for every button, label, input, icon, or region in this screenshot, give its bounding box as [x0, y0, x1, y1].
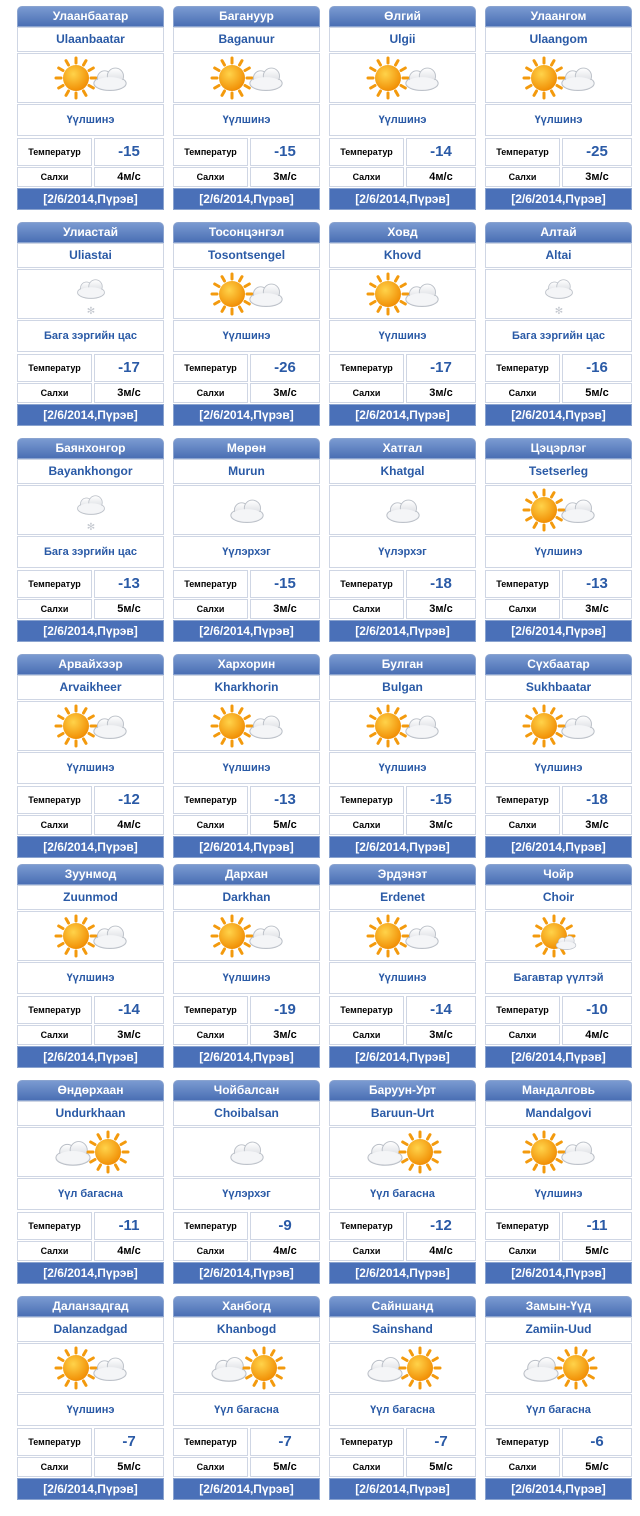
temperature-value: -15 [250, 138, 320, 166]
temperature-label: Температур [17, 996, 92, 1024]
city-name-mn: Улаангом [485, 6, 632, 27]
temperature-value: -9 [250, 1212, 320, 1240]
city-name-mn: Баруун-Урт [329, 1080, 476, 1101]
weather-condition: Үүлшинэ [173, 320, 320, 352]
wind-label: Салхи [17, 1025, 92, 1045]
wind-label: Салхи [173, 1241, 248, 1261]
forecast-date: [2/6/2014,Пүрэв] [173, 1262, 320, 1284]
temperature-value: -17 [94, 354, 164, 382]
weather-condition: Үүлэрхэг [329, 536, 476, 568]
forecast-date: [2/6/2014,Пүрэв] [329, 188, 476, 210]
temperature-label: Температур [485, 354, 560, 382]
temperature-label: Температур [329, 354, 404, 382]
sun-cloud-icon [173, 911, 320, 961]
forecast-date: [2/6/2014,Пүрэв] [17, 1046, 164, 1068]
wind-value: 3м/с [406, 599, 476, 619]
wind-value: 4м/с [406, 167, 476, 187]
wind-label: Салхи [173, 1025, 248, 1045]
sun-cloud-icon [17, 911, 164, 961]
wind-value: 3м/с [250, 599, 320, 619]
city-name-mn: Мандалговь [485, 1080, 632, 1101]
weather-condition: Багавтар үүлтэй [485, 962, 632, 994]
temperature-value: -15 [406, 786, 476, 814]
forecast-date: [2/6/2014,Пүрэв] [329, 836, 476, 858]
temperature-value: -14 [406, 138, 476, 166]
city-name-mn: Замын-Үүд [485, 1296, 632, 1317]
temperature-label: Температур [17, 1212, 92, 1240]
forecast-date: [2/6/2014,Пүрэв] [485, 1262, 632, 1284]
cloud-sun-icon [485, 1343, 632, 1393]
city-name-en: Sainshand [329, 1317, 476, 1342]
forecast-date: [2/6/2014,Пүрэв] [17, 836, 164, 858]
wind-value: 3м/с [406, 383, 476, 403]
wind-value: 4м/с [94, 815, 164, 835]
sun-cloud-icon [485, 485, 632, 535]
forecast-date: [2/6/2014,Пүрэв] [17, 1262, 164, 1284]
svg-text:✻: ✻ [86, 306, 96, 317]
city-name-en: Choibalsan [173, 1101, 320, 1126]
city-name-mn: Эрдэнэт [329, 864, 476, 885]
wind-label: Салхи [485, 1025, 560, 1045]
wind-label: Салхи [329, 167, 404, 187]
city-name-mn: Зуунмод [17, 864, 164, 885]
temperature-label: Температур [485, 786, 560, 814]
temperature-label: Температур [485, 1428, 560, 1456]
temperature-label: Температур [329, 996, 404, 1024]
temperature-label: Температур [17, 354, 92, 382]
forecast-date: [2/6/2014,Пүрэв] [329, 1478, 476, 1500]
city-name-en: Sukhbaatar [485, 675, 632, 700]
temperature-label: Температур [485, 1212, 560, 1240]
wind-label: Салхи [329, 1457, 404, 1477]
cloud-sun-icon [329, 1127, 476, 1177]
wind-label: Салхи [173, 599, 248, 619]
city-name-en: Choir [485, 885, 632, 910]
temperature-label: Температур [17, 138, 92, 166]
temperature-label: Температур [17, 1428, 92, 1456]
temperature-label: Температур [173, 570, 248, 598]
temperature-value: -13 [250, 786, 320, 814]
weather-condition: Үүл багасна [329, 1178, 476, 1210]
temperature-label: Температур [329, 1212, 404, 1240]
weather-condition: Үүл багасна [329, 1394, 476, 1426]
wind-value: 4м/с [406, 1241, 476, 1261]
forecast-date: [2/6/2014,Пүрэв] [485, 1478, 632, 1500]
weather-condition: Үүлэрхэг [173, 536, 320, 568]
wind-label: Салхи [17, 1241, 92, 1261]
temperature-value: -18 [406, 570, 476, 598]
city-name-en: Erdenet [329, 885, 476, 910]
wind-value: 4м/с [562, 1025, 632, 1045]
temperature-value: -17 [406, 354, 476, 382]
wind-label: Салхи [485, 599, 560, 619]
city-name-en: Undurkhaan [17, 1101, 164, 1126]
cloud-icon [173, 485, 320, 535]
city-name-mn: Багануур [173, 6, 320, 27]
sun-cloud-icon [173, 701, 320, 751]
weather-condition: Үүлшинэ [173, 752, 320, 784]
sun-cloud-icon [485, 53, 632, 103]
city-name-mn: Чойбалсан [173, 1080, 320, 1101]
temperature-label: Температур [173, 996, 248, 1024]
weather-condition: Үүлшинэ [17, 962, 164, 994]
wind-label: Салхи [485, 1457, 560, 1477]
wind-label: Салхи [485, 383, 560, 403]
weather-condition: Бага зэргийн цас [485, 320, 632, 352]
forecast-date: [2/6/2014,Пүрэв] [17, 1478, 164, 1500]
city-name-en: Tosontsengel [173, 243, 320, 268]
weather-condition: Үүлшинэ [485, 536, 632, 568]
forecast-date: [2/6/2014,Пүрэв] [485, 620, 632, 642]
temperature-label: Температур [329, 138, 404, 166]
weather-condition: Үүлшинэ [329, 320, 476, 352]
wind-value: 5м/с [406, 1457, 476, 1477]
weather-condition: Үүлшинэ [173, 962, 320, 994]
wind-label: Салхи [173, 167, 248, 187]
city-name-en: Dalanzadgad [17, 1317, 164, 1342]
wind-value: 5м/с [562, 1457, 632, 1477]
cloud-sun-icon [17, 1127, 164, 1177]
wind-value: 3м/с [250, 167, 320, 187]
weather-condition: Бага зэргийн цас [17, 536, 164, 568]
wind-label: Салхи [329, 1241, 404, 1261]
wind-value: 5м/с [250, 1457, 320, 1477]
city-name-en: Ulgii [329, 27, 476, 52]
temperature-value: -12 [406, 1212, 476, 1240]
weather-condition: Үүлшинэ [173, 104, 320, 136]
city-name-en: Bayankhongor [17, 459, 164, 484]
weather-condition: Үүлшинэ [485, 104, 632, 136]
wind-value: 4м/с [94, 1241, 164, 1261]
forecast-date: [2/6/2014,Пүрэв] [17, 404, 164, 426]
forecast-date: [2/6/2014,Пүрэв] [173, 1046, 320, 1068]
temperature-label: Температур [329, 1428, 404, 1456]
city-name-en: Khanbogd [173, 1317, 320, 1342]
city-name-mn: Баянхонгор [17, 438, 164, 459]
sun-cloud-icon [329, 701, 476, 751]
temperature-value: -15 [94, 138, 164, 166]
temperature-label: Температур [17, 570, 92, 598]
temperature-label: Температур [329, 786, 404, 814]
weather-condition: Үүлшинэ [17, 104, 164, 136]
city-name-mn: Улиастай [17, 222, 164, 243]
city-name-mn: Сүхбаатар [485, 654, 632, 675]
forecast-date: [2/6/2014,Пүрэв] [173, 1478, 320, 1500]
temperature-value: -10 [562, 996, 632, 1024]
forecast-date: [2/6/2014,Пүрэв] [17, 188, 164, 210]
forecast-date: [2/6/2014,Пүрэв] [485, 836, 632, 858]
wind-label: Салхи [329, 599, 404, 619]
wind-value: 4м/с [250, 1241, 320, 1261]
city-name-en: Baruun-Urt [329, 1101, 476, 1126]
temperature-value: -18 [562, 786, 632, 814]
wind-value: 3м/с [406, 1025, 476, 1045]
city-name-en: Khatgal [329, 459, 476, 484]
wind-value: 3м/с [562, 167, 632, 187]
wind-label: Салхи [485, 167, 560, 187]
city-name-en: Kharkhorin [173, 675, 320, 700]
city-name-en: Darkhan [173, 885, 320, 910]
cloud-sun-icon [329, 1343, 476, 1393]
city-name-en: Mandalgovi [485, 1101, 632, 1126]
temperature-label: Температур [485, 996, 560, 1024]
weather-condition: Үүлшинэ [17, 1394, 164, 1426]
city-name-en: Altai [485, 243, 632, 268]
weather-condition: Үүлшинэ [485, 752, 632, 784]
wind-value: 3м/с [250, 1025, 320, 1045]
forecast-date: [2/6/2014,Пүрэв] [485, 188, 632, 210]
forecast-date: [2/6/2014,Пүрэв] [329, 1046, 476, 1068]
temperature-label: Температур [173, 786, 248, 814]
weather-condition: Үүл багасна [173, 1394, 320, 1426]
weather-condition: Үүлэрхэг [173, 1178, 320, 1210]
wind-label: Салхи [17, 383, 92, 403]
sun-cloud-icon [173, 53, 320, 103]
cloud-icon [173, 1127, 320, 1177]
wind-label: Салхи [329, 383, 404, 403]
temperature-value: -13 [94, 570, 164, 598]
wind-label: Салхи [173, 383, 248, 403]
forecast-date: [2/6/2014,Пүрэв] [329, 404, 476, 426]
city-name-mn: Даланзадгад [17, 1296, 164, 1317]
cloud-sun-icon [173, 1343, 320, 1393]
temperature-label: Температур [173, 354, 248, 382]
snow-cloud-icon [17, 485, 164, 535]
temperature-value: -14 [94, 996, 164, 1024]
wind-value: 3м/с [562, 599, 632, 619]
sun-cloud-icon [485, 1127, 632, 1177]
wind-label: Салхи [329, 815, 404, 835]
temperature-label: Температур [173, 1428, 248, 1456]
wind-value: 3м/с [94, 383, 164, 403]
wind-label: Салхи [17, 1457, 92, 1477]
wind-value: 5м/с [562, 383, 632, 403]
temperature-label: Температур [17, 786, 92, 814]
temperature-value: -7 [250, 1428, 320, 1456]
temperature-value: -7 [406, 1428, 476, 1456]
wind-label: Салхи [485, 1241, 560, 1261]
city-name-en: Murun [173, 459, 320, 484]
city-name-mn: Булган [329, 654, 476, 675]
city-name-mn: Ханбогд [173, 1296, 320, 1317]
city-name-mn: Мөрөн [173, 438, 320, 459]
city-name-en: Bulgan [329, 675, 476, 700]
forecast-date: [2/6/2014,Пүрэв] [329, 620, 476, 642]
temperature-value: -12 [94, 786, 164, 814]
forecast-date: [2/6/2014,Пүрэв] [329, 1262, 476, 1284]
wind-label: Салхи [173, 1457, 248, 1477]
temperature-value: -26 [250, 354, 320, 382]
forecast-date: [2/6/2014,Пүрэв] [173, 404, 320, 426]
city-name-en: Ulaanbaatar [17, 27, 164, 52]
weather-condition: Бага зэргийн цас [17, 320, 164, 352]
sun-cloud-icon [17, 53, 164, 103]
city-name-mn: Дархан [173, 864, 320, 885]
forecast-date: [2/6/2014,Пүрэв] [485, 1046, 632, 1068]
city-name-mn: Улаанбаатар [17, 6, 164, 27]
temperature-label: Температур [173, 138, 248, 166]
temperature-label: Температур [329, 570, 404, 598]
city-name-mn: Хархорин [173, 654, 320, 675]
wind-value: 5м/с [250, 815, 320, 835]
wind-value: 3м/с [94, 1025, 164, 1045]
city-name-en: Ulaangom [485, 27, 632, 52]
wind-label: Салхи [173, 815, 248, 835]
snow-cloud-icon [17, 269, 164, 319]
sun-cloud-icon [485, 701, 632, 751]
wind-value: 5м/с [94, 1457, 164, 1477]
city-name-mn: Хатгал [329, 438, 476, 459]
temperature-value: -14 [406, 996, 476, 1024]
temperature-value: -6 [562, 1428, 632, 1456]
temperature-value: -15 [250, 570, 320, 598]
temperature-value: -13 [562, 570, 632, 598]
wind-value: 4м/с [94, 167, 164, 187]
sun-cloud-icon [173, 269, 320, 319]
wind-value: 3м/с [406, 815, 476, 835]
forecast-date: [2/6/2014,Пүрэв] [173, 620, 320, 642]
weather-condition: Үүлшинэ [329, 104, 476, 136]
temperature-value: -11 [562, 1212, 632, 1240]
city-name-en: Zuunmod [17, 885, 164, 910]
city-name-en: Uliastai [17, 243, 164, 268]
wind-value: 3м/с [250, 383, 320, 403]
temperature-value: -11 [94, 1212, 164, 1240]
temperature-label: Температур [173, 1212, 248, 1240]
weather-condition: Үүл багасна [17, 1178, 164, 1210]
city-name-mn: Алтай [485, 222, 632, 243]
city-name-mn: Тосонцэнгэл [173, 222, 320, 243]
weather-condition: Үүлшинэ [17, 752, 164, 784]
weather-condition: Үүлшинэ [329, 752, 476, 784]
city-name-en: Khovd [329, 243, 476, 268]
cloud-icon [329, 485, 476, 535]
sun-cloud-icon [329, 269, 476, 319]
city-name-en: Baganuur [173, 27, 320, 52]
weather-condition: Үүлшинэ [329, 962, 476, 994]
temperature-value: -7 [94, 1428, 164, 1456]
city-name-mn: Арвайхээр [17, 654, 164, 675]
forecast-date: [2/6/2014,Пүрэв] [173, 188, 320, 210]
svg-text:✻: ✻ [86, 522, 96, 533]
wind-label: Салхи [17, 599, 92, 619]
wind-label: Салхи [329, 1025, 404, 1045]
city-name-mn: Ховд [329, 222, 476, 243]
forecast-date: [2/6/2014,Пүрэв] [17, 620, 164, 642]
city-name-en: Zamiin-Uud [485, 1317, 632, 1342]
city-name-en: Arvaikheer [17, 675, 164, 700]
city-name-mn: Өндөрхаан [17, 1080, 164, 1101]
wind-label: Салхи [17, 167, 92, 187]
temperature-value: -25 [562, 138, 632, 166]
temperature-value: -16 [562, 354, 632, 382]
city-name-mn: Цэцэрлэг [485, 438, 632, 459]
weather-condition: Үүл багасна [485, 1394, 632, 1426]
wind-label: Салхи [485, 815, 560, 835]
sun-cloud-icon [329, 911, 476, 961]
svg-text:✻: ✻ [554, 306, 564, 317]
city-name-en: Tsetserleg [485, 459, 632, 484]
snow-cloud-icon [485, 269, 632, 319]
wind-value: 5м/с [562, 1241, 632, 1261]
temperature-label: Температур [485, 570, 560, 598]
partly-cloudy-icon [485, 911, 632, 961]
weather-condition: Үүлшинэ [485, 1178, 632, 1210]
wind-value: 3м/с [562, 815, 632, 835]
temperature-value: -19 [250, 996, 320, 1024]
sun-cloud-icon [17, 701, 164, 751]
city-name-mn: Чойр [485, 864, 632, 885]
city-name-mn: Өлгий [329, 6, 476, 27]
temperature-label: Температур [485, 138, 560, 166]
forecast-date: [2/6/2014,Пүрэв] [173, 836, 320, 858]
wind-value: 5м/с [94, 599, 164, 619]
sun-cloud-icon [17, 1343, 164, 1393]
sun-cloud-icon [329, 53, 476, 103]
wind-label: Салхи [17, 815, 92, 835]
forecast-date: [2/6/2014,Пүрэв] [485, 404, 632, 426]
city-name-mn: Сайншанд [329, 1296, 476, 1317]
